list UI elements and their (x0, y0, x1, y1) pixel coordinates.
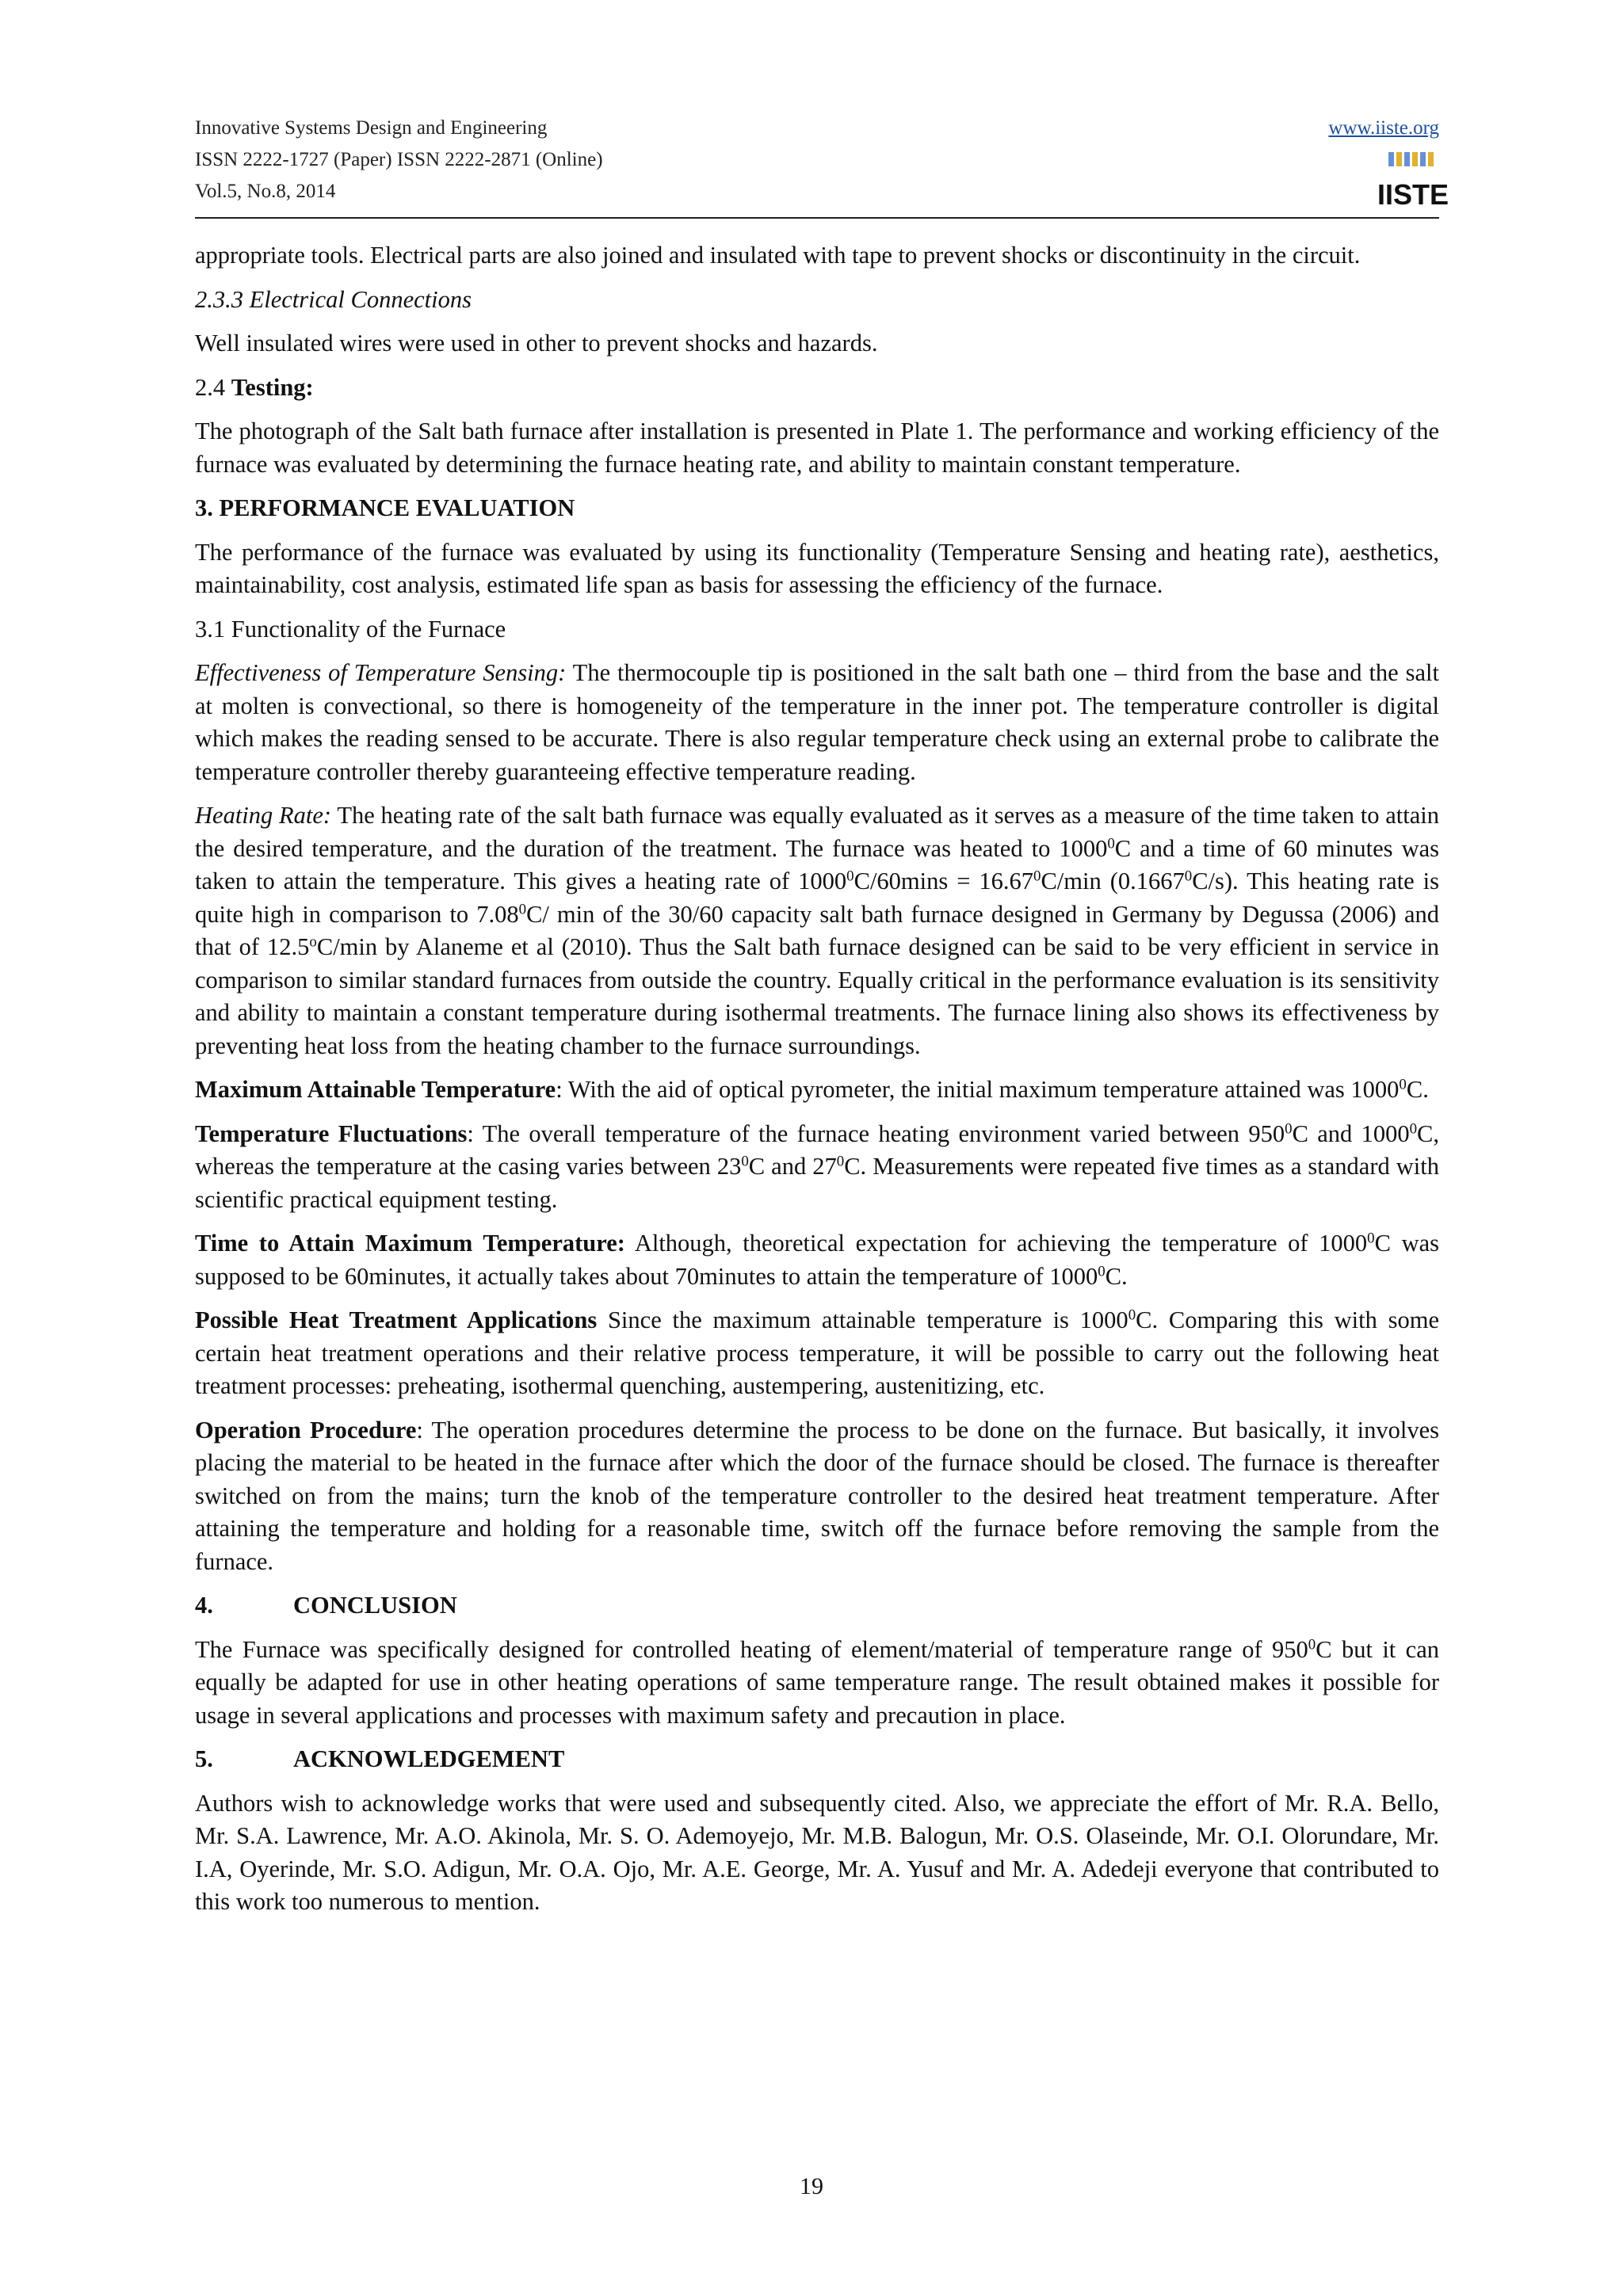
paragraph-temperature-fluctuations: Temperature Fluctuations: The overall temperature of the furnace heating environment varied between $950^0C$ and 1000$^0$C, whereas the temperature at the casing varies between $23^0C$ and $27^0C$. Measurements were repeated five times as a standard with scientific practical equipment testing. (195, 1119, 1440, 1213)
page-number: 19 (800, 2173, 823, 2199)
journal-volume: Vol.5, No.8, 2014 (195, 181, 336, 202)
paragraph-tools: appropriate tools. Electrical parts are also joined and insulated with tape to prevent shocks or discontinuity in the circuit. (195, 242, 1361, 269)
article-body (195, 239, 1439, 1930)
paragraph-operation-procedure: Operation Procedure: The operation procedures determine the process to be done on the furnace. But basically, it involves placing the material to be heated in the furnace after which the door of the furnace should be closed. The furnace is thereafter switched on from the mains; turn the knob of the temperature controller to the desired heat treatment temperature. After attaining the temperature and holding for a reasonable time, switch off the furnace before removing the sample from the furnace. (195, 1416, 1439, 1575)
journal-header (195, 113, 1449, 219)
section-acknowledgement: 5. ACKNOWLEDGEMENT (195, 1745, 565, 1772)
subsection-electrical-connections: 2.3.3 Electrical Connections (195, 285, 472, 313)
journal-url-link[interactable]: www.iiste.org (1328, 117, 1439, 139)
subsection-testing: 2.4 Testing: (195, 373, 314, 401)
paragraph-testing: The photograph of the Salt bath furnace after installation is presented in Plate 1. The performance and working efficiency of the furnace was evaluated by determining the furnace heating rate, and ability to maintain constant temperature. (195, 418, 1439, 478)
section-conclusion: 4. CONCLUSION (195, 1592, 457, 1619)
paragraph-performance: The performance of the furnace was evaluated by using its functionality (Temperature Sensing and heating rate), aesthetics, maintainability, cost analysis, estimated life span as basis for assessing the efficiency of the furnace. (195, 538, 1439, 598)
paragraph-temperature-sensing: Effectiveness of Temperature Sensing: The thermocouple tip is positioned in the salt bath one – third from the base and the salt at molten is convectional, so there is homogeneity of the temperature in the inner pot. The temperature controller is digital which makes the reading sensed to be accurate. There is also regular temperature check using an external probe to calibrate the temperature controller thereby guaranteeing effective temperature reading. (195, 659, 1439, 785)
section-performance-evaluation: 3. PERFORMANCE EVALUATION (195, 494, 575, 521)
journal-issn: ISSN 2222-1727 (Paper) ISSN 2222-2871 (Online) (195, 149, 603, 170)
paragraph-conclusion: The Furnace was specifically designed for controlled heating of element/material of temperature range of $950^0C$ but it can equally be adapted for use in other heating operations of same temperature range. The result obtained makes it possible for usage in several applications and processes with maximum safety and precaution in place. (195, 1635, 1439, 1729)
paragraph-max-temperature: Maximum Attainable Temperature: With the aid of optical pyrometer, the initial maximum temperature attained was 1000$^0$C. (195, 1076, 1429, 1103)
paragraph-acknowledgement: Authors wish to acknowledge works that were used and subsequently cited. Also, we appreciate the effort of Mr. R.A. Bello, Mr. S.A. Lawrence, Mr. A.O. Akinola, Mr. S. O. Ademoyejo, Mr. M.B. Balogun, Mr. O.S. Olaseinde, Mr. O.I. Olorundare, Mr. I.A, Oyerinde, Mr. S.O. Adigun, Mr. O.A. Ojo, Mr. A.E. George, Mr. A. Yusuf and Mr. A. Adedeji everyone that contributed to this work too numerous to mention. (195, 1789, 1439, 1915)
journal-name: Innovative Systems Design and Engineering (195, 117, 548, 139)
iiste-logo-icon (1377, 149, 1449, 211)
paragraph-heat-treatment-applications: Possible Heat Treatment Applications Since the maximum attainable temperature is 1000$^0$C. Comparing this with some certain heat treatment operations and their relative process temperature, it will be possible to carry out the following heat treatment processes: preheating, isothermal quenching, austempering, austenitizing, etc. (195, 1306, 1440, 1399)
svg-text:IISTE: IISTE (1377, 178, 1449, 211)
subsection-functionality: 3.1 Functionality of the Furnace (195, 615, 506, 643)
paragraph-wires: Well insulated wires were used in other to prevent shocks and hazards. (195, 330, 878, 357)
paragraph-time-to-max: Time to Attain Maximum Temperature: Although, theoretical expectation for achieving the temperature of 1000$^0$C was supposed to be 60minutes, it actually takes about 70minutes to attain the temperature of 1000$^0$C. (195, 1230, 1439, 1290)
paragraph-heating-rate: Heating Rate: The heating rate of the salt bath furnace was equally evaluated as it serves as a measure of the time taken to attain the desired temperature, and the duration of the treatment. The furnace was heated to 1000$^0$C and a time of 60 minutes was taken to attain the temperature. This gives a heating rate of $1000^0C/60\min s = 16.67^0C/\min$ (0.1667$^0$C/s). This heating rate is quite high in comparison to 7.08$^0$C/ min of the 30/60 capacity salt bath furnace designed in Germany by Degussa (2006) and that of 12.5$^o$C/min by Alaneme et al (2010). Thus the Salt bath furnace designed can be said to be very efficient in service in comparison to similar standard furnaces from outside the country. Equally critical in the performance evaluation is its sensitivity and ability to maintain a constant temperature during isothermal treatments. The furnace lining also shows its effectiveness by preventing heat loss from the heating chamber to the furnace surroundings. (195, 802, 1440, 1059)
